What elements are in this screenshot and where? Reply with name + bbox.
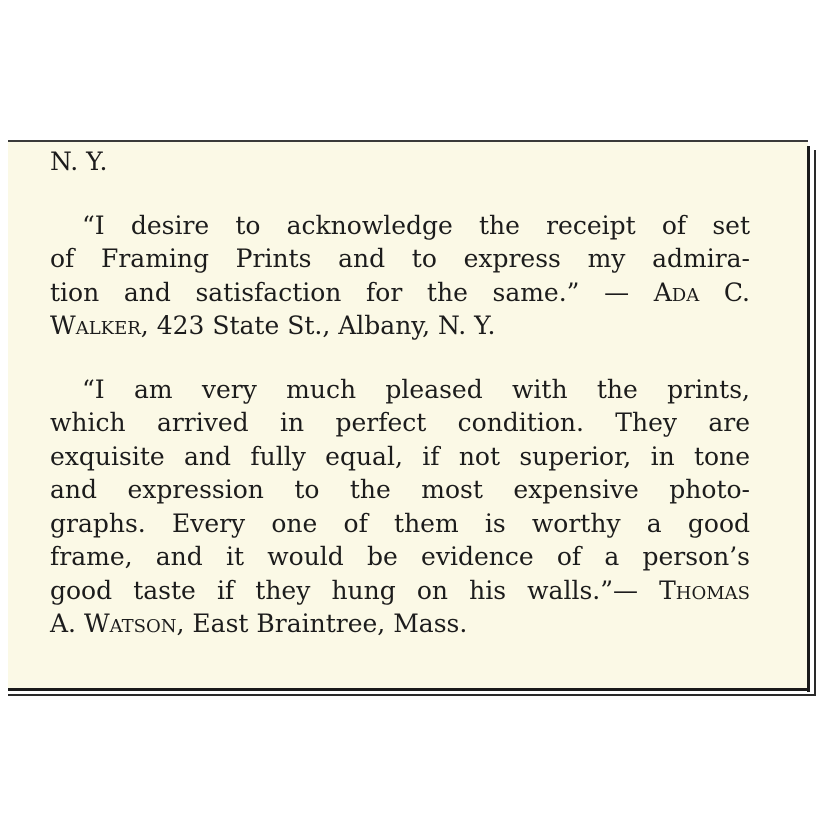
author-surname: Watson	[83, 609, 177, 638]
text-line-location: N. Y.	[50, 147, 108, 176]
text-line	[50, 574, 750, 608]
frame-border-bottom	[8, 688, 810, 691]
text-line	[50, 309, 750, 343]
author-surname: Walker	[50, 311, 141, 340]
text-line: of Framing Prints and to express my admira-	[50, 244, 750, 273]
text-line: graphs. Every one of them is worthy a good	[50, 508, 750, 538]
quote-end: tion and satisfaction for the same.” —	[50, 277, 654, 307]
author-name: Thomas	[659, 575, 750, 605]
author-address: , 423 State St., Albany, N. Y.	[140, 311, 496, 340]
text-line: “I am very much pleased with the prints,	[82, 374, 750, 404]
author-initial: A.	[50, 609, 84, 638]
paragraph-gap	[50, 179, 750, 209]
paragraph-gap	[50, 343, 750, 373]
testimonial-watson	[50, 373, 750, 641]
text-line: “I desire to acknowledge the receipt of set	[82, 210, 750, 240]
testimonial-text	[50, 145, 750, 641]
frame-border-right-outer	[814, 150, 816, 696]
text-line	[50, 276, 750, 310]
text-line	[50, 607, 750, 641]
testimonial-walker	[50, 209, 750, 343]
text-line: exquisite and fully equal, if not superior, in tone	[50, 441, 750, 471]
author-address: , East Braintree, Mass.	[176, 609, 468, 638]
quote-end: good taste if they hung on his walls.”—	[50, 575, 660, 605]
text-line: frame, and it would be evidence of a person’s	[50, 542, 750, 571]
text-line: and expression to the most expensive photo-	[50, 475, 750, 504]
frame-border-right	[807, 146, 810, 692]
author-name: Ada C.	[653, 277, 750, 307]
frame-border-bottom-outer	[8, 694, 816, 696]
text-line: which arrived in perfect condition. They are	[50, 408, 750, 437]
